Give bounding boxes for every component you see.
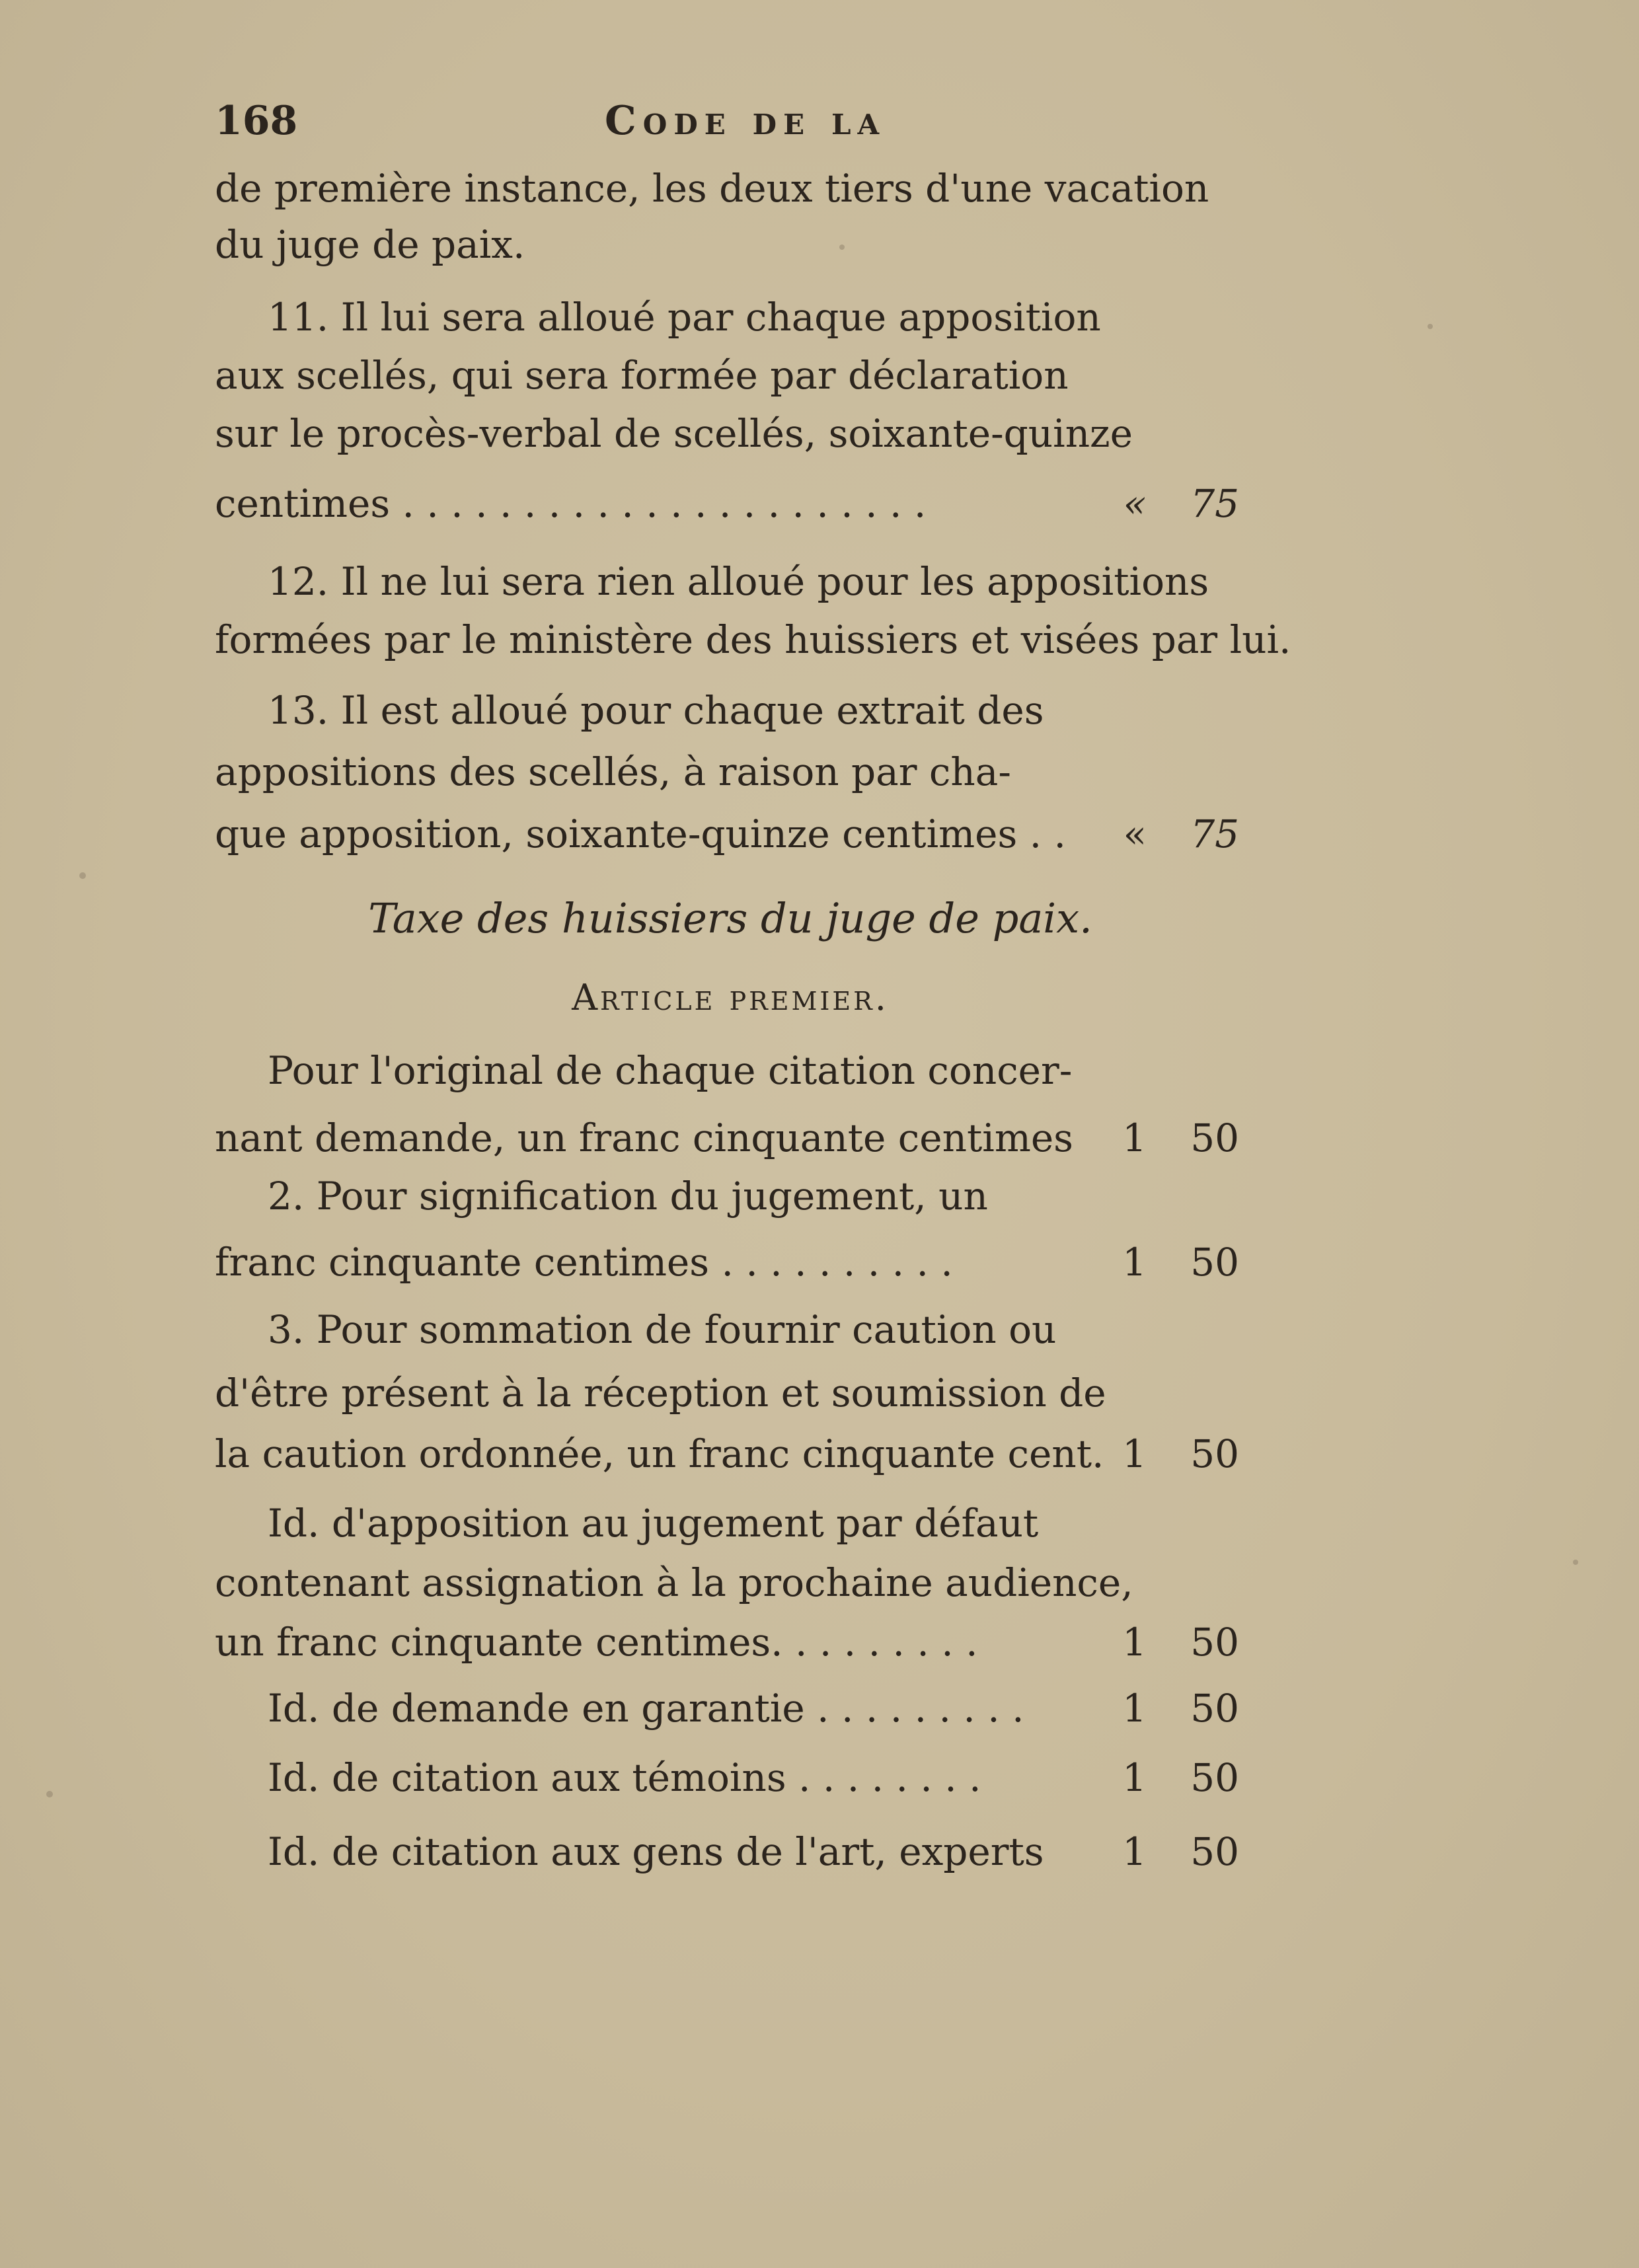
article-heading: Article premier. (572, 977, 889, 1018)
text-line: 3. Pour sommation de fournir caution ou (268, 1307, 1057, 1352)
fee-centimes: 50 (1190, 1431, 1239, 1476)
fee-francs: 1 (1122, 1240, 1147, 1285)
paper-speck (1428, 324, 1433, 329)
text-line: contenant assignation à la prochaine audience, (215, 1560, 1133, 1605)
text-line: sur le procès-verbal de scellés, soixante-quinze (215, 411, 1133, 456)
fee-entry (215, 1112, 1266, 1164)
text-line: appositions des scellés, à raison par cha- (215, 749, 1011, 794)
fee-entry-text: Id. de citation aux gens de l'art, experts (268, 1829, 1044, 1874)
fee-centimes: 50 (1190, 1620, 1239, 1665)
fee-francs: « (1123, 812, 1147, 856)
fee-francs: 1 (1122, 1686, 1147, 1731)
text-line: Pour l'original de chaque citation concer- (268, 1048, 1073, 1093)
fee-centimes: 50 (1190, 1686, 1239, 1731)
fee-entry (215, 1427, 1266, 1480)
fee-francs: « (1123, 481, 1147, 526)
fee-centimes: 50 (1190, 1115, 1239, 1160)
fee-entry-text: Id. de citation aux témoins . . . . . . . . (268, 1755, 981, 1800)
fee-entry (268, 1682, 1266, 1735)
fee-entry (215, 1236, 1266, 1289)
fee-entry-text: franc cinquante centimes . . . . . . . . . . (215, 1240, 953, 1285)
article-11-line: 11. Il lui sera alloué par chaque apposition (268, 295, 1101, 340)
text-line: d'être présent à la réception et soumission de (215, 1371, 1106, 1416)
fee-entry (215, 477, 1266, 530)
fee-centimes: 50 (1190, 1755, 1239, 1800)
paper-speck (79, 872, 86, 879)
paper-speck (1573, 1560, 1578, 1565)
fee-entry-text: Id. de demande en garantie . . . . . . . . . (268, 1686, 1024, 1731)
fee-francs: 1 (1122, 1829, 1147, 1874)
fee-centimes: 75 (1190, 812, 1239, 856)
paper-speck (46, 1791, 53, 1797)
fee-entry-text: que apposition, soixante-quinze centimes . . (215, 812, 1066, 856)
text-line: 2. Pour signification du jugement, un (268, 1174, 988, 1219)
fee-centimes: 50 (1190, 1829, 1239, 1874)
running-title: Code de la (605, 98, 886, 144)
fee-francs: 1 (1122, 1620, 1147, 1665)
text-line: aux scellés, qui sera formée par déclaration (215, 353, 1069, 398)
fee-entry-text: un franc cinquante centimes. . . . . . . . . (215, 1620, 978, 1665)
fee-entry-text: la caution ordonnée, un franc cinquante cent. (215, 1431, 1104, 1476)
fee-entry (215, 808, 1266, 860)
page-number: 168 (215, 98, 298, 144)
section-title: Taxe des huissiers du juge de paix. (368, 894, 1092, 942)
fee-entry-text: nant demande, un franc cinquante centimes (215, 1115, 1073, 1160)
page-header (215, 98, 1246, 151)
fee-francs: 1 (1122, 1115, 1147, 1160)
fee-entry (268, 1825, 1266, 1878)
fee-centimes: 75 (1190, 481, 1239, 526)
fee-francs: 1 (1122, 1431, 1147, 1476)
fee-entry (268, 1751, 1266, 1804)
fee-francs: 1 (1122, 1755, 1147, 1800)
fee-centimes: 50 (1190, 1240, 1239, 1285)
text-line: formées par le ministère des huissiers et visées par lui. (215, 617, 1291, 662)
text-line: de première instance, les deux tiers d'une vacation (215, 166, 1209, 211)
paper-speck (839, 245, 845, 250)
text-line: du juge de paix. (215, 222, 525, 267)
text-line: Id. d'apposition au jugement par défaut (268, 1501, 1039, 1546)
article-12-line: 12. Il ne lui sera rien alloué pour les appositions (268, 559, 1209, 604)
fee-entry (215, 1616, 1266, 1669)
article-13-line: 13. Il est alloué pour chaque extrait des (268, 688, 1044, 733)
fee-entry-text: centimes . . . . . . . . . . . . . . . . . . . . . . (215, 481, 927, 526)
